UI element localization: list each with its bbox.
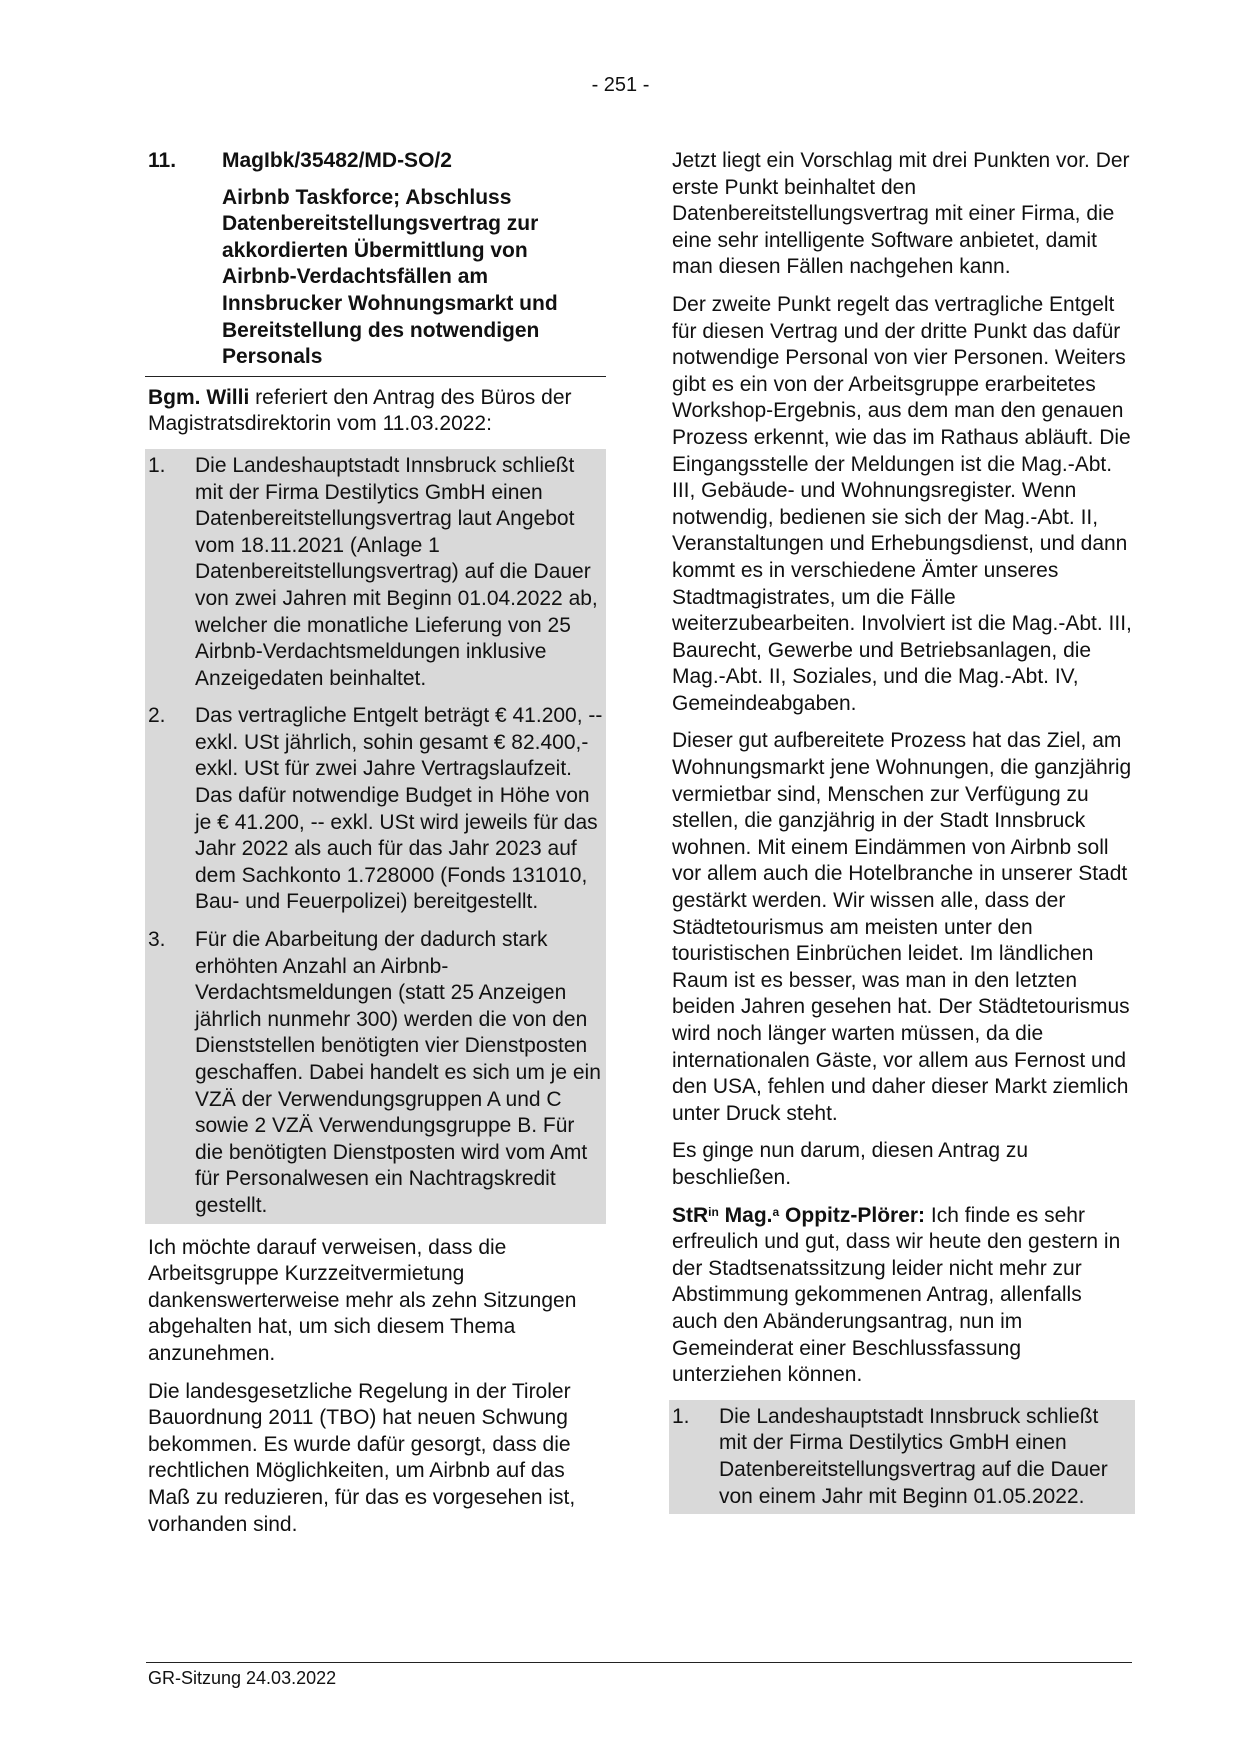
body-paragraph: Dieser gut aufbereitete Prozess hat das Ziel, am Wohnungsmarkt jene Wohnungen, die ganzjährig vermietbar sind, Menschen zur Verfügung zu stellen, die ganzjährig in der Stadt Innsbruck wohnen. Mit einem Eindämmen von Airbnb soll vor allem auch die Hotelbranche in unserer Stadt gestärkt werden. Wir wissen alle, dass der Städtetourismus am meisten unter den touristischen Einbrüchen leidet. Im ländlichen Raum ist es besser, was man in den letzten beiden Jahren gesehen hat. Der Städtetourismus wird noch länger warten müssen, da die internationalen Gäste, vor allem aus Fernost und den USA, fehlen und daher dieser Markt ziemlich unter Druck steht. — [672, 729, 1132, 1125]
intro-paragraph — [148, 385, 603, 438]
speaker-paragraph — [672, 1203, 1132, 1389]
motion-item — [148, 453, 603, 692]
motion-item-text: Das vertragliche Entgelt beträgt € 41.200, -- exkl. USt jährlich, sohin gesamt € 82.400,- exkl. USt für zwei Jahre Vertragslaufzeit. Das dafür notwendige Budget in Höhe von je € 41.200, -- exkl. USt wird jeweils für das Jahr 2022 als auch für das Jahr 2023 auf dem Sachkonto 1.728000 (Fonds 131010, Bau- und Feuerpolizei) bereitgestellt. — [195, 704, 603, 914]
footer-text: GR-Sitzung 24.03.2022 — [148, 1668, 337, 1688]
agenda-item-title: Airbnb Taskforce; Abschluss Datenbereitstellungsvertrag zur akkordierten Übermittlung von Airbnb-Verdachtsfällen am Innsbrucker Wohnungsmarkt und Bereitstellung des notwendigen Personals — [222, 185, 558, 369]
agenda-item-number: 11. — [148, 149, 177, 172]
motion-item-text: Die Landeshauptstadt Innsbruck schließt mit der Firma Destilytics GmbH einen Datenbereitstellungsvertrag laut Angebot vom 18.11.2021 (Anlage 1 Datenbereitstellungsvertrag) auf die Dauer von zwei Jahren mit Beginn 01.04.2022 ab, welcher die monatliche Lieferung von 25 Airbnb-Verdachtsmeldungen inklusive Anzeigedaten beinhaltet. — [195, 453, 598, 690]
body-paragraph: Es ginge nun darum, diesen Antrag zu beschließen. — [672, 1139, 1029, 1189]
motion-item-text: Für die Abarbeitung der dadurch stark erhöhten Anzahl an Airbnb-Verdachtsmeldungen (statt 25 Anzeigen jährlich nunmehr 300) werden die von den Dienststellen benötigten vier Dienstposten geschaffen. Dabei handelt es sich um je ein VZÄ der Verwendungsgruppen A und C sowie 2 VZÄ Verwendungsgruppe B. Für die benötigten Dienstposten wird vom Amt für Personalwesen ein Nachtragskredit gestellt. — [195, 928, 601, 1217]
motion-box — [145, 449, 606, 1224]
speaker-text: Ich finde es sehr erfreulich und gut, dass wir heute den gestern in der Stadtsenatssitzung leider nicht mehr zur Abstimmung gekommenen Antrag, allenfalls auch den Abänderungsantrag, nun im Gemeinderat einer Beschlussfassung unterziehen können. — [672, 1203, 1121, 1387]
motion-item — [148, 703, 603, 916]
agenda-item-reference: MagIbk/35482/MD-SO/2 — [222, 149, 452, 172]
agenda-item-header — [148, 148, 603, 175]
amendment-box — [669, 1400, 1135, 1514]
body-paragraph: Ich möchte darauf verweisen, dass die Arbeitsgruppe Kurzzeitvermietung dankenswerterweise mehr als zehn Sitzungen abgehalten hat, um sich diesem Thema anzunehmen. — [148, 1235, 577, 1365]
body-paragraph: Die landesgesetzliche Regelung in der Tiroler Bauordnung 2011 (TBO) hat neuen Schwung bekommen. Es wurde dafür gesorgt, dass die rechtlichen Möglichkeiten, um Airbnb auf das Maß zu reduzieren, für das es vorgesehen ist, vorhanden sind. — [148, 1379, 576, 1536]
speaker-name: StR$^{in}$ Mag.$^a$ Oppitz-Plörer: — [672, 1203, 926, 1227]
intro-text: referiert den Antrag des Büros der Magistratsdirektorin vom 11.03.2022: — [148, 385, 572, 436]
motion-item — [148, 927, 603, 1220]
footer-divider — [146, 1662, 1132, 1663]
amendment-item-text: Die Landeshauptstadt Innsbruck schließt mit der Firma Destilytics GmbH einen Datenbereitstellungsvertrag auf die Dauer von einem Jahr mit Beginn 01.05.2022. — [719, 1404, 1108, 1508]
motion-item-number: 3. — [148, 928, 166, 952]
amendment-item-number: 1. — [672, 1404, 690, 1428]
motion-item-number: 1. — [148, 453, 166, 477]
page-number: - 251 - — [591, 74, 650, 96]
motion-item-number: 2. — [148, 704, 166, 728]
body-paragraph: Der zweite Punkt regelt das vertragliche Entgelt für diesen Vertrag und der dritte Punkt das dafür notwendige Personal von vier Personen. Weiters gibt es ein von der Arbeitsgruppe erarbeitetes Workshop-Ergebnis, aus dem man den genauen Prozess erkennt, wie das im Rathaus abläuft. Die Eingangsstelle der Meldungen ist die Mag.-Abt. III, Gebäude- und Wohnungsregister. Wenn notwendig, bedienen sie sich der Mag.-Abt. II, Veranstaltungen und Erhebungsdienst, und dann kommt es in verschiedene Ämter unseres Stadtmagistrates, um die Fälle weiterzubearbeiten. Involviert ist die Mag.-Abt. III, Baurecht, Gewerbe und Betriebsanlagen, die Mag.-Abt. II, Soziales, und die Mag.-Abt. IV, Gemeindeabgaben. — [672, 292, 1132, 715]
amendment-item — [672, 1404, 1132, 1510]
intro-speaker: Bgm. Willi — [148, 385, 250, 409]
title-divider — [145, 376, 606, 377]
body-paragraph: Jetzt liegt ein Vorschlag mit drei Punkten vor. Der erste Punkt beinhaltet den Datenbereitstellungsvertrag mit einer Firma, die eine sehr intelligente Software anbietet, damit man diesen Fällen nachgehen kann. — [672, 149, 1130, 279]
right-column — [672, 148, 1132, 1514]
left-column — [148, 148, 603, 1549]
